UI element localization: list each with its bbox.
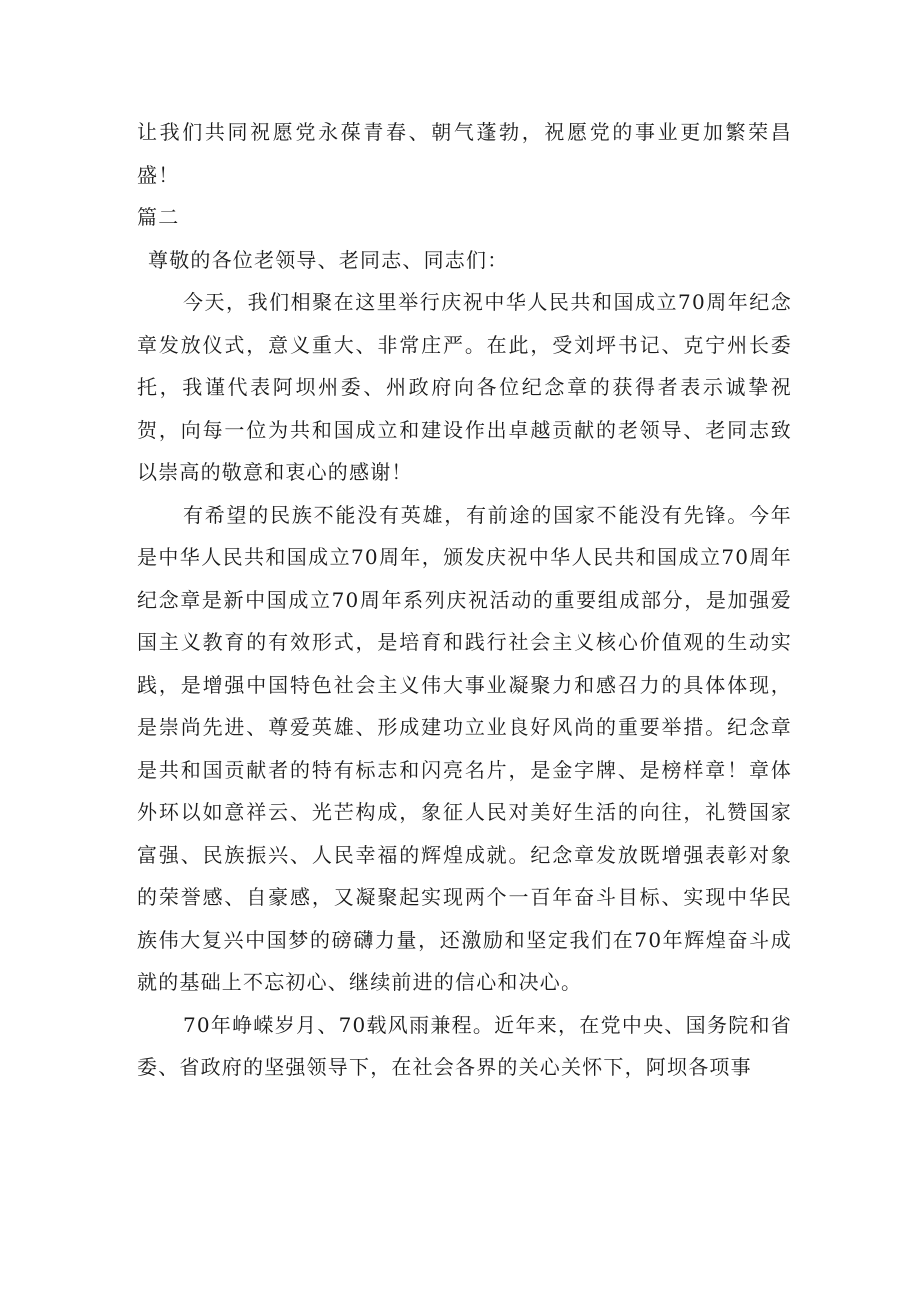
section-heading: 篇二 xyxy=(137,205,180,229)
body-paragraph: 70年峥嵘岁月、70载风雨兼程。近年来，在党中央、国务院和省委、省政府的坚强领导下，在社会各界的关心关怀下，阿坝各项事 xyxy=(137,1012,792,1079)
closing-paragraph: 让我们共同祝愿党永葆青春、朝气蓬勃，祝愿党的事业更加繁荣昌盛！ xyxy=(137,120,792,187)
document-body xyxy=(137,111,792,1089)
salutation: 尊敬的各位老领导、老同志、同志们： xyxy=(148,247,509,272)
body-paragraph: 今天，我们相聚在这里举行庆祝中华人民共和国成立70周年纪念章发放仪式，意义重大、非常庄严。在此，受刘坪书记、克宁州长委托，我谨代表阿坝州委、州政府向各位纪念章的获得者表示诚挚祝贺，向每一位为共和国成立和建设作出卓越贡献的老领导、老同志致以崇高的敬意和衷心的感谢！ xyxy=(137,290,792,484)
body-paragraph: 有希望的民族不能没有英雄，有前途的国家不能没有先锋。今年是中华人民共和国成立70周年，颁发庆祝中华人民共和国成立70周年纪念章是新中国成立70周年系列庆祝活动的重要组成部分，是加强爱国主义教育的有效形式，是培育和践行社会主义核心价值观的生动实践，是增强中国特色社会主义伟大事业凝聚力和感召力的具体体现，是崇尚先进、尊爱英雄、形成建功立业良好风尚的重要举措。纪念章是共和国贡献者的特有标志和闪亮名片，是金字牌、是榜样章！章体外环以如意祥云、光芒构成，象征人民对美好生活的向往，礼赞国家富强、民族振兴、人民幸福的辉煌成就。纪念章发放既增强表彰对象的荣誉感、自豪感，又凝聚起实现两个一百年奋斗目标、实现中华民族伟大复兴中国梦的磅礴力量，还激励和坚定我们在70年辉煌奋斗成就的基础上不忘初心、继续前进的信心和决心。 xyxy=(137,502,792,994)
